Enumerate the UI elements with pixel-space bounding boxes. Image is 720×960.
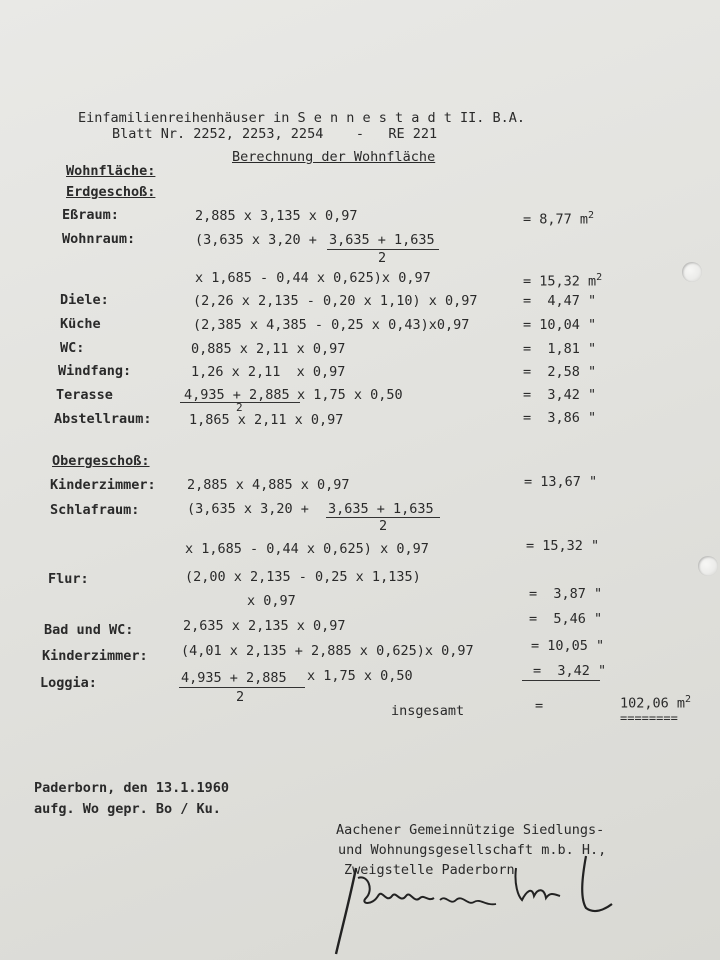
row-formula-abstellraum: 1,865 x 2,11 x 0,97	[189, 412, 344, 428]
row-formula-diele: (2,26 x 2,135 - 0,20 x 1,10) x 0,97	[193, 293, 478, 309]
row-fraction-num-wohnraum: 3,635 + 1,635	[329, 232, 435, 248]
stamp-line-1: Aachener Gemeinnützige Siedlungs-	[336, 822, 605, 838]
row-formula-kueche: (2,385 x 4,385 - 0,25 x 0,43)x0,97	[193, 317, 470, 333]
row-fraction-den-terasse: 2	[236, 401, 243, 414]
initials-line: aufg. Wo gepr. Bo / Ku.	[34, 801, 221, 817]
total-double-underline: ========	[620, 711, 678, 725]
row-fraction-den-wohnraum: 2	[378, 250, 387, 266]
row-formula-flur-a: (2,00 x 2,135 - 0,25 x 1,135)	[185, 569, 421, 585]
row-label-kinderzimmer-1: Kinderzimmer:	[50, 477, 156, 493]
row-result-windfang: = 2,58 "	[523, 364, 597, 380]
row-label-abstellraum: Abstellraum:	[54, 411, 152, 427]
row-result-wohnraum: = 15,32 $m^2$	[523, 272, 603, 290]
section-erdgeschoss: Erdgeschoß:	[66, 184, 156, 200]
row-result-abstellraum: = 3,86 "	[523, 410, 597, 426]
total-label: insgesamt	[391, 703, 465, 719]
header-line-1: Einfamilienreihenhäuser in S e n n e s t a d t II. B.A.	[78, 110, 526, 126]
row-label-wc: WC:	[60, 340, 85, 356]
row-result-loggia: = 3,42 "	[533, 663, 607, 679]
total-equals: =	[535, 698, 544, 714]
row-label-schlafraum: Schlafraum:	[50, 502, 140, 518]
fraction-bar-loggia	[179, 687, 305, 688]
row-result-terasse: = 3,42 "	[523, 387, 597, 403]
row-formula-essraum: 2,885 x 3,135 x 0,97	[195, 208, 358, 224]
row-formula-terasse: x 1,75 x 0,50	[297, 387, 403, 403]
row-formula-wohnraum-b: x 1,685 - 0,44 x 0,625)x 0,97	[195, 270, 431, 286]
row-fraction-num-terasse: 4,935 + 2,885	[184, 387, 290, 403]
row-label-wohnraum: Wohnraum:	[62, 231, 136, 247]
row-formula-windfang: 1,26 x 2,11 x 0,97	[191, 364, 346, 380]
row-formula-flur-b: x 0,97	[247, 593, 296, 609]
row-label-flur: Flur:	[48, 571, 89, 587]
row-label-windfang: Windfang:	[58, 363, 132, 379]
row-label-bad-wc: Bad und WC:	[44, 622, 134, 638]
row-label-kueche: Küche	[60, 316, 101, 332]
row-result-flur: = 3,87 "	[529, 586, 603, 602]
total-value: 102,06 $m^2$	[620, 694, 692, 712]
row-result-diele: = 4,47 "	[523, 293, 597, 309]
row-fraction-den-loggia: 2	[236, 689, 245, 705]
row-label-terasse: Terasse	[56, 387, 113, 403]
row-fraction-den-schlafraum: 2	[379, 518, 388, 534]
row-result-kinderzimmer-2: = 10,05 "	[531, 638, 605, 654]
row-formula-kinderzimmer-2: (4,01 x 2,135 + 2,885 x 0,625)x 0,97	[181, 643, 474, 659]
row-result-schlafraum: = 15,32 "	[526, 538, 600, 554]
stamp-line-3: Zweigstelle Paderborn	[344, 862, 515, 878]
place-date: Paderborn, den 13.1.1960	[34, 780, 230, 796]
section-obergeschoss: Obergeschoß:	[52, 453, 150, 469]
section-wohnflaeche: Wohnfläche:	[66, 163, 156, 179]
row-label-essraum: Eßraum:	[62, 207, 119, 223]
row-result-kinderzimmer-1: = 13,67 "	[524, 474, 598, 490]
row-label-diele: Diele:	[60, 292, 109, 308]
row-formula-bad-wc: 2,635 x 2,135 x 0,97	[183, 618, 346, 634]
row-result-wc: = 1,81 "	[523, 341, 597, 357]
row-formula-loggia: x 1,75 x 0,50	[307, 668, 413, 684]
sum-line	[522, 680, 600, 681]
row-label-kinderzimmer-2: Kinderzimmer:	[42, 648, 148, 664]
row-formula-schlafraum-b: x 1,685 - 0,44 x 0,625) x 0,97	[185, 541, 429, 557]
header-line-2: Blatt Nr. 2252, 2253, 2254 - RE 221	[112, 126, 438, 142]
handwritten-signature	[328, 848, 628, 958]
row-result-kueche: = 10,04 "	[523, 317, 597, 333]
stamp-line-2: und Wohnungsgesellschaft m.b. H.,	[338, 842, 607, 858]
row-formula-wc: 0,885 x 2,11 x 0,97	[191, 341, 346, 357]
row-formula-wohnraum-a: (3,635 x 3,20 +	[195, 232, 317, 248]
row-formula-kinderzimmer-1: 2,885 x 4,885 x 0,97	[187, 477, 350, 493]
row-fraction-num-schlafraum: 3,635 + 1,635	[328, 501, 434, 517]
punch-hole-top	[682, 262, 702, 282]
row-result-bad-wc: = 5,46 "	[529, 611, 603, 627]
row-result-essraum: = 8,77 $m^2$	[523, 210, 595, 228]
punch-hole-bottom	[698, 556, 718, 576]
row-label-loggia: Loggia:	[40, 675, 97, 691]
document-title: Berechnung der Wohnfläche	[232, 149, 436, 165]
row-formula-schlafraum-a: (3,635 x 3,20 +	[187, 501, 309, 517]
row-fraction-num-loggia: 4,935 + 2,885	[181, 670, 287, 686]
